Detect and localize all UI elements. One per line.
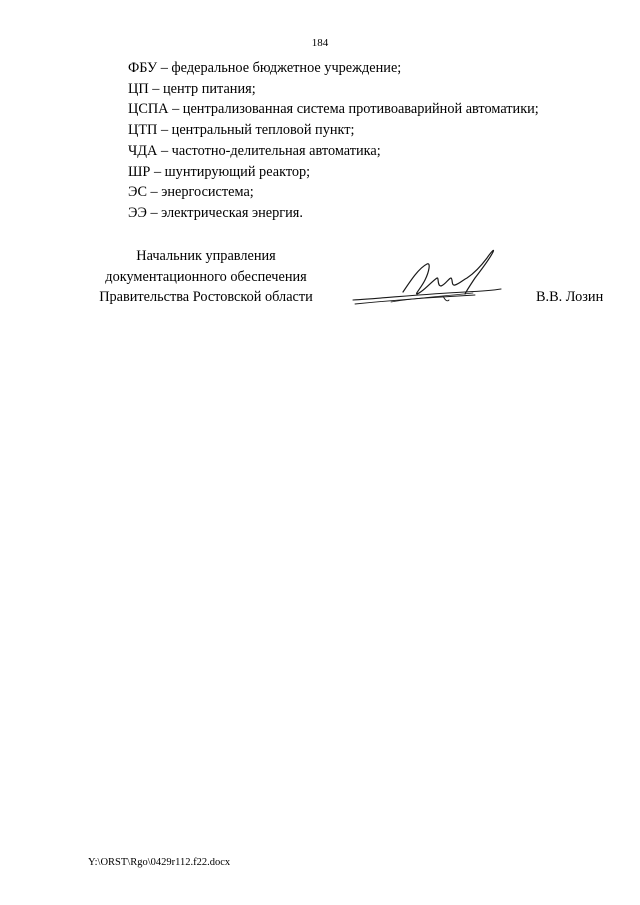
signatory-title-line: документационного обеспечения [105, 268, 307, 285]
handwritten-signature [345, 242, 515, 314]
signatory-title-line: Правительства Ростовской области [99, 289, 313, 305]
signatory-title-line: Начальник управления [136, 248, 276, 264]
abbreviation-item: ЧДА – частотно-делительная автоматика; [128, 142, 381, 159]
abbreviation-item: ЦП – центр питания; [128, 80, 256, 97]
abbreviation-item: ФБУ – федеральное бюджетное учреждение; [128, 60, 402, 76]
footer-file-path: Y:\ORST\Rgo\0429r112.f22.docx [88, 857, 231, 868]
signatory-title [78, 246, 334, 308]
abbreviation-item: ЦСПА – централизованная система противоаварийной автоматики; [128, 101, 539, 118]
signatory-name: В.В. Лозин [536, 289, 604, 305]
page-number: 184 [311, 37, 329, 49]
abbreviation-item: ЭС – энергосистема; [128, 184, 254, 201]
abbreviation-list [128, 58, 539, 224]
abbreviation-item: ШР – шунтирующий реактор; [128, 163, 311, 180]
abbreviation-item: ЦТП – центральный тепловой пункт; [128, 122, 355, 139]
abbreviation-item: ЭЭ – электрическая энергия. [128, 204, 303, 221]
